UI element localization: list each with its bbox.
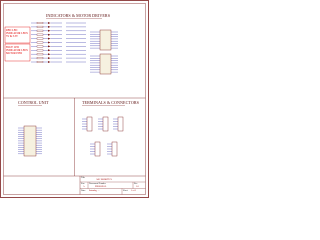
connector-4 xyxy=(95,142,100,156)
led-row xyxy=(31,49,62,51)
title-label: Title xyxy=(81,177,86,179)
led-row xyxy=(31,45,62,47)
microcontroller xyxy=(18,126,42,156)
led-row xyxy=(31,22,62,24)
led-row xyxy=(31,34,62,36)
schematic-sheet xyxy=(0,0,149,198)
size-label: Size xyxy=(81,183,85,185)
resistor xyxy=(37,34,43,36)
document-number-label: Document Number xyxy=(89,183,106,185)
resistor xyxy=(37,53,43,55)
led-row xyxy=(31,57,62,59)
motor-driver-ic-lower xyxy=(100,54,111,74)
led-row xyxy=(31,42,62,44)
note-upper: RED LED INDICATOR LEDS 5V & 3.3V xyxy=(6,29,28,38)
connector-2 xyxy=(103,117,108,131)
connector-5 xyxy=(112,142,117,156)
led-diode xyxy=(48,45,51,47)
led-diode xyxy=(48,61,51,63)
resistor xyxy=(37,61,43,63)
title-value: ARC ROBOTICS xyxy=(96,179,112,181)
resistor xyxy=(37,30,43,32)
sheet-label: Sheet xyxy=(123,190,128,192)
led-row xyxy=(31,53,62,55)
led-row xyxy=(31,26,62,28)
resistor xyxy=(37,46,43,48)
rev-value: 1.0 xyxy=(136,185,139,188)
document-number-value: PERSONAL xyxy=(95,185,107,188)
led-rows xyxy=(31,22,62,63)
led-diode xyxy=(48,53,51,55)
led-diode xyxy=(48,30,51,32)
led-diode xyxy=(48,26,51,28)
motor-driver-ic-upper xyxy=(100,30,111,50)
led-diode xyxy=(48,38,51,40)
led-diode xyxy=(48,22,51,24)
led-diode xyxy=(48,49,51,51)
led-diode xyxy=(48,57,51,59)
size-value: A xyxy=(83,185,85,188)
resistor xyxy=(37,50,43,52)
rev-label: Rev xyxy=(134,183,138,185)
led-diode xyxy=(48,42,51,44)
sheet-value: 1 of 1 xyxy=(131,190,137,192)
resistor xyxy=(37,57,43,59)
resistor xyxy=(37,22,43,24)
terminals-heading: TERMINALS & CONNECTORS xyxy=(82,99,139,105)
control-unit-heading: CONTROL UNIT xyxy=(18,99,49,105)
date-label: Date: xyxy=(81,190,86,192)
led-row xyxy=(31,61,62,63)
resistor xyxy=(37,38,43,40)
note-lower: BLUE LED INDICATOR LEDS MOTOR PINS xyxy=(6,46,28,55)
date-value: Saturday, ... xyxy=(89,190,100,192)
resistor xyxy=(37,26,43,28)
led-row xyxy=(31,30,62,32)
led-row xyxy=(31,38,62,40)
led-diode xyxy=(48,34,51,36)
connector-1 xyxy=(87,117,92,131)
connector-3 xyxy=(118,117,123,131)
indicators-heading: INDICATORS & MOTOR DRIVERS xyxy=(46,12,111,18)
resistor xyxy=(37,42,43,44)
